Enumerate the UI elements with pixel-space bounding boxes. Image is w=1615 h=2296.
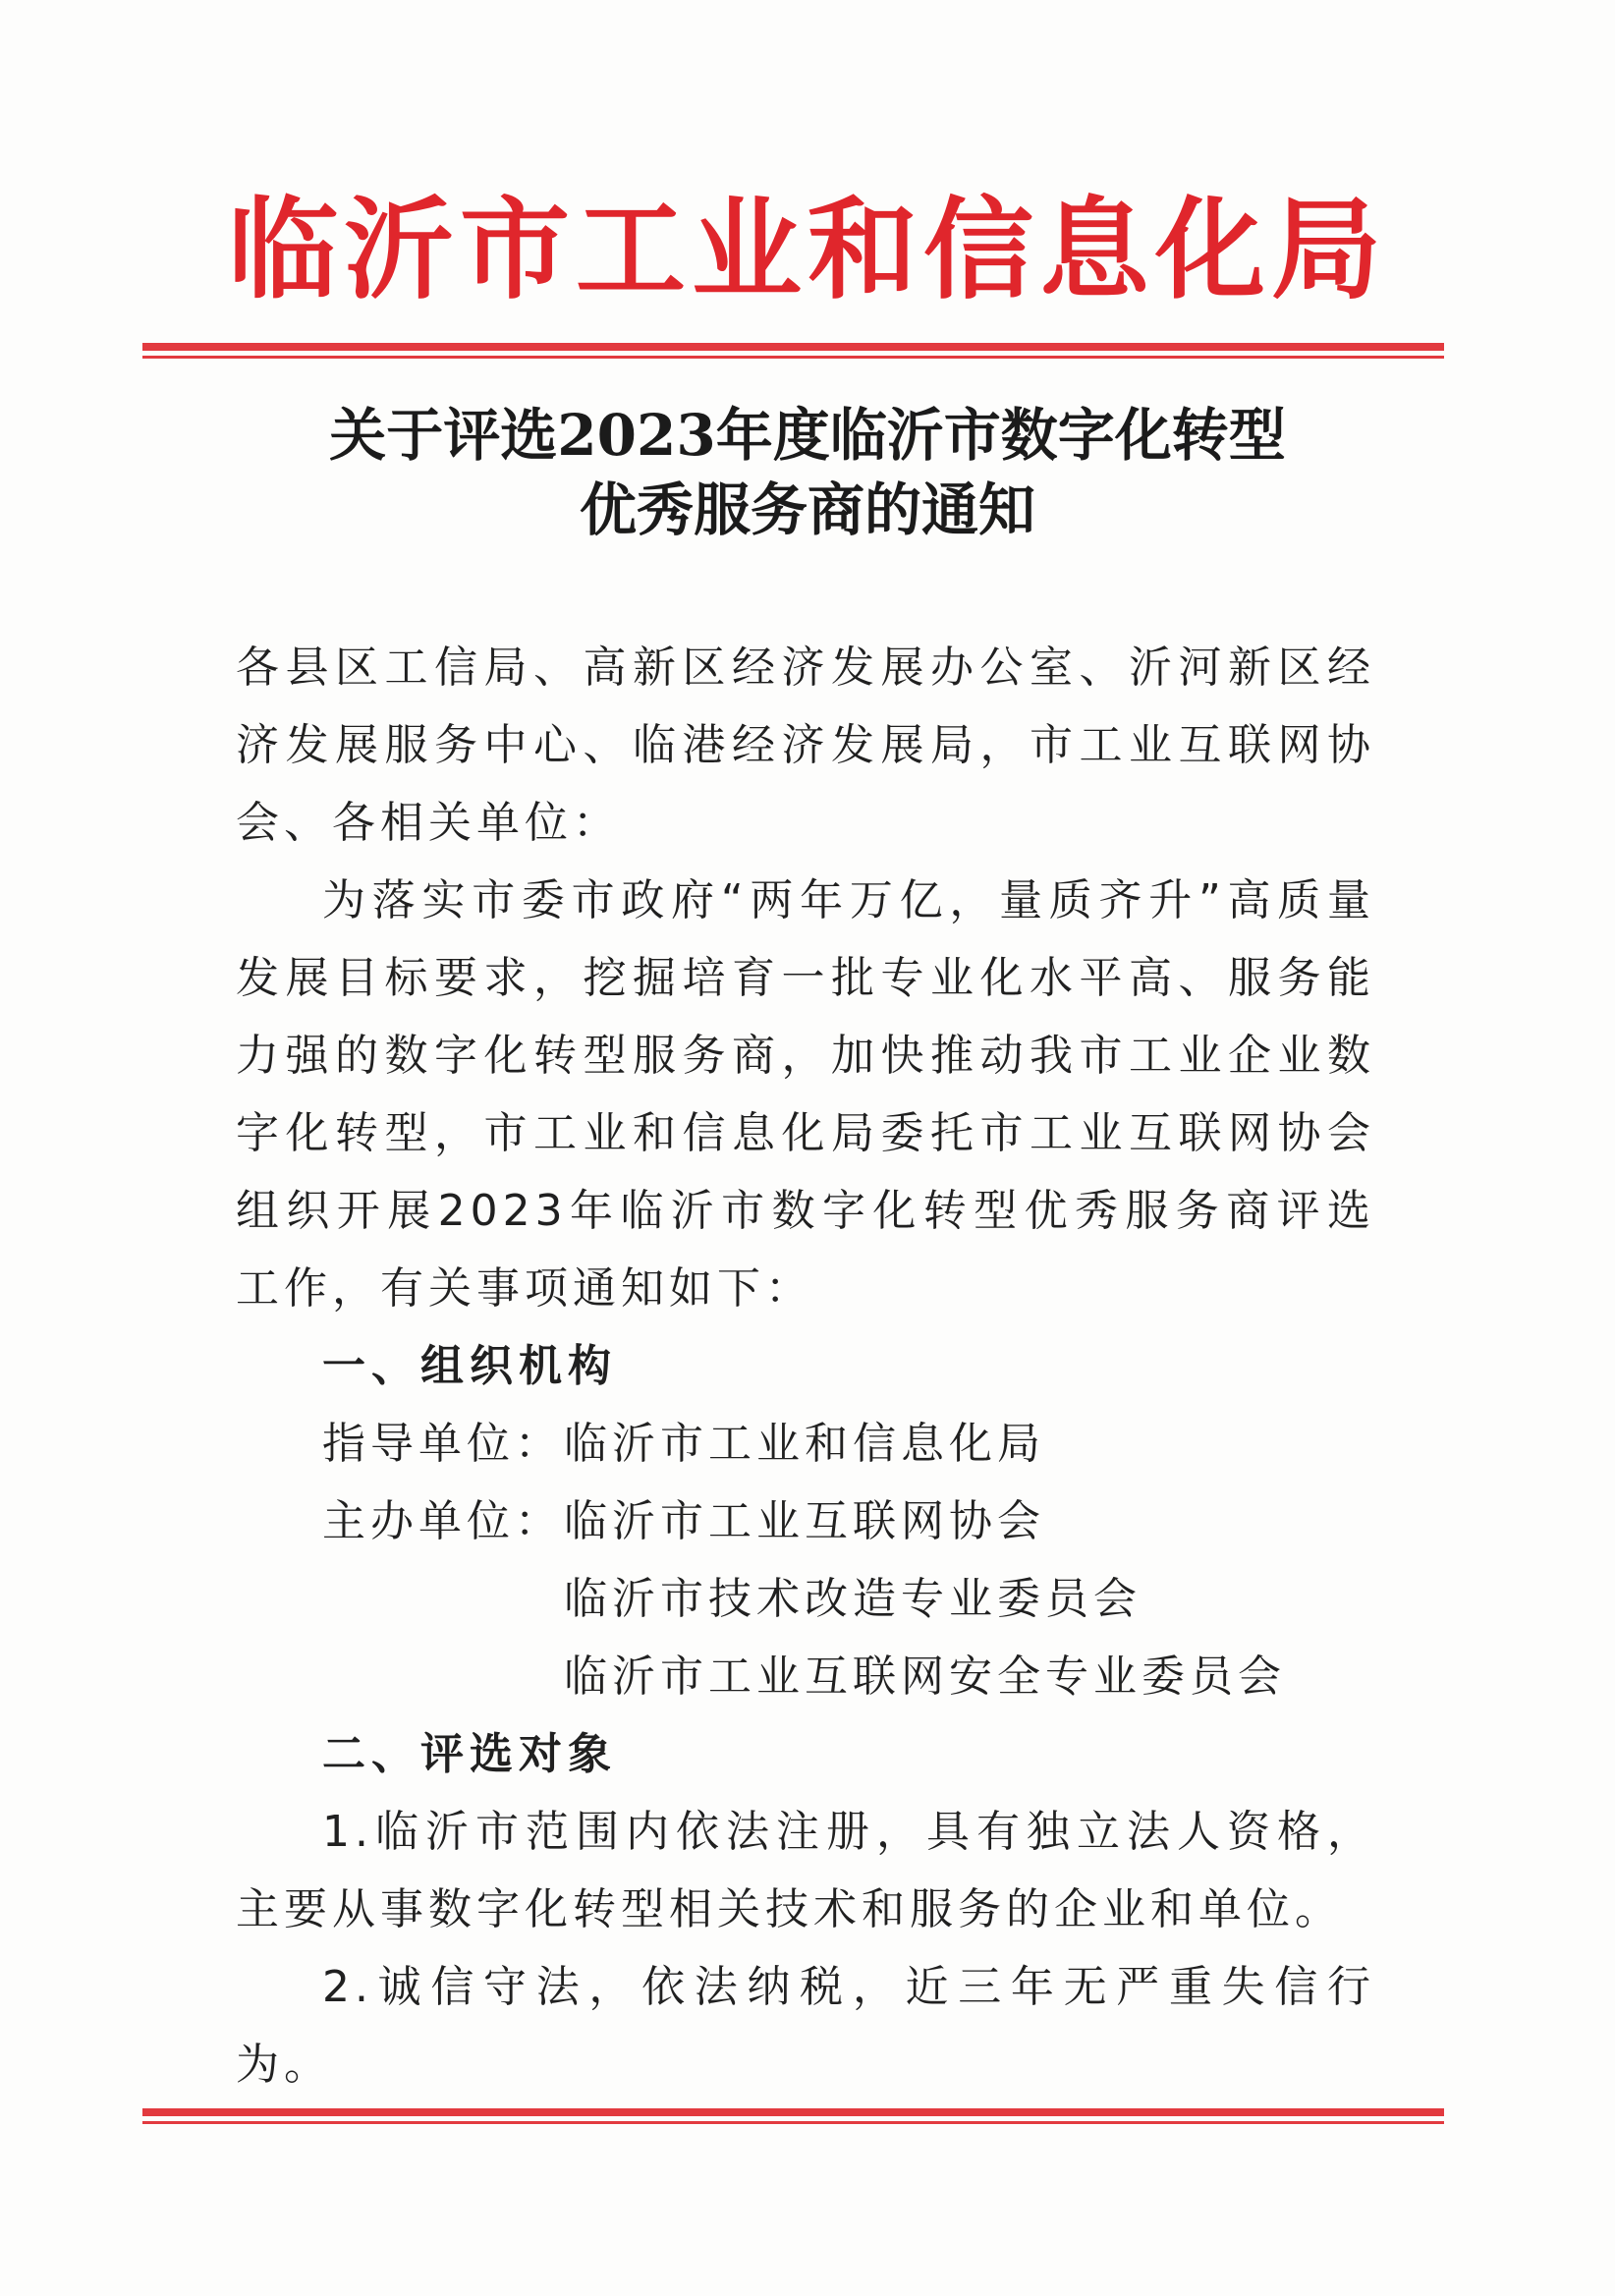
intro-paragraph: 为落实市委市政府“两年万亿，量质齐升”高质量发展目标要求，挖掘培育一批专业化水平高、服务能力强的数字化转型服务商，加快推动我市工业企业数字化转型，市工业和信息化局委托市工业互联网协会组织开展2023年临沂市数字化转型优秀服务商评选工作，有关事项通知如下：	[236, 875, 1375, 1314]
host-unit-value: 临沂市工业互联网协会	[564, 1496, 1045, 1546]
guide-unit-row	[236, 1405, 1375, 1483]
letterhead-red-rule	[142, 343, 1444, 359]
host-unit-value: 临沂市技术改造专业委员会	[564, 1574, 1142, 1624]
letterhead-title: 临沂市工业和信息化局	[228, 187, 1387, 314]
footer-red-rule	[142, 2108, 1444, 2124]
document-title-line-2: 优秀服务商的通知	[579, 476, 1035, 543]
host-unit-row	[236, 1483, 1375, 1715]
section-2-heading: 二、评选对象	[322, 1729, 617, 1779]
guide-unit-label: 指导单位：	[322, 1419, 563, 1469]
host-unit-value: 临沂市工业互联网安全专业委员会	[564, 1652, 1286, 1702]
salutation: 各县区工信局、高新区经济发展办公室、沂河新区经济发展服务中心、临港经济发展局，市工业互联网协会、各相关单位：	[236, 643, 1375, 848]
document-title-line-1: 关于评选2023年度临沂市数字化转型	[329, 402, 1286, 469]
eligibility-item: 2.诚信守法，依法纳税，近三年无严重失信行为。	[236, 1962, 1375, 2090]
eligibility-item: 1.临沂市范围内依法注册，具有独立法人资格，主要从事数字化转型相关技术和服务的企业和单位。	[236, 1807, 1375, 1934]
document-title	[196, 398, 1419, 547]
section-1-heading: 一、组织机构	[322, 1341, 617, 1391]
guide-unit-value: 临沂市工业和信息化局	[564, 1419, 1045, 1469]
document-body	[236, 629, 1375, 2103]
host-unit-label: 主办单位：	[322, 1496, 563, 1546]
